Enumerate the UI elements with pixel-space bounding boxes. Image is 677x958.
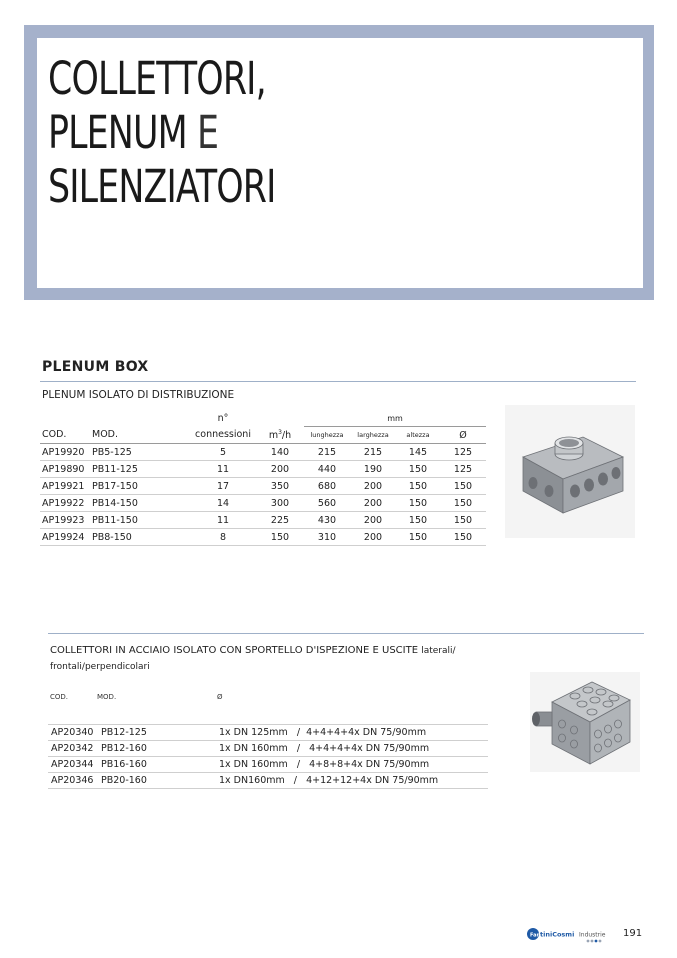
cell-alt: 145 xyxy=(396,444,440,461)
collettore-image xyxy=(530,672,640,772)
cell-mod: PB16-160 xyxy=(98,757,216,773)
cell-flow: 300 xyxy=(256,495,304,512)
cell-conn: 17 xyxy=(190,478,256,495)
cell-cod: AP19920 xyxy=(40,444,90,461)
cell-diam: 150 xyxy=(440,512,486,529)
cell-cod: AP19923 xyxy=(40,512,90,529)
cell-lar: 190 xyxy=(350,461,396,478)
table-row xyxy=(48,773,488,789)
cell-desc: 1x DN 160mm / 4+4+4+4x DN 75/90mm xyxy=(216,741,488,757)
cell-lun: 560 xyxy=(304,495,350,512)
cell-mod: PB14-150 xyxy=(90,495,190,512)
svg-text:Fan: Fan xyxy=(530,932,541,939)
cell-mod: PB5-125 xyxy=(90,444,190,461)
cell-mod: PB11-150 xyxy=(90,512,190,529)
cell-alt: 150 xyxy=(396,478,440,495)
table-row xyxy=(40,478,486,495)
cell-diam: 125 xyxy=(440,444,486,461)
cell-diam: 150 xyxy=(440,529,486,546)
brand-logo xyxy=(526,926,606,946)
header-altezza: altezza xyxy=(396,427,440,444)
cell-alt: 150 xyxy=(396,461,440,478)
collettori-header-cod: COD. xyxy=(50,693,69,701)
cell-desc: 1x DN 125mm / 4+4+4+4x DN 75/90mm xyxy=(216,725,488,741)
table-row xyxy=(48,741,488,757)
cell-diam: 150 xyxy=(440,495,486,512)
cell-mod: PB12-160 xyxy=(98,741,216,757)
table-row xyxy=(40,495,486,512)
table-row xyxy=(48,725,488,741)
header-diameter: Ø xyxy=(440,427,486,444)
header-connections: connessioni xyxy=(190,427,256,444)
cell-lar: 200 xyxy=(350,512,396,529)
cell-conn: 11 xyxy=(190,461,256,478)
collettori-subtitle-suffix: laterali/ frontali/perpendicolari xyxy=(50,646,456,672)
cell-lun: 680 xyxy=(304,478,350,495)
collettori-header-mod: MOD. xyxy=(97,693,117,701)
plenum-subtitle: PLENUM ISOLATO DI DISTRIBUZIONE xyxy=(42,389,235,401)
cell-alt: 150 xyxy=(396,495,440,512)
cell-lun: 215 xyxy=(304,444,350,461)
svg-text:Industrie: Industrie xyxy=(579,931,606,939)
collettori-table xyxy=(48,724,488,789)
cell-lar: 200 xyxy=(350,495,396,512)
section-divider xyxy=(40,381,636,382)
table-row xyxy=(40,461,486,478)
cell-flow: 350 xyxy=(256,478,304,495)
cell-cod: AP20342 xyxy=(48,741,98,757)
title-line-3: SILENZIATORI xyxy=(48,160,276,213)
cell-flow: 140 xyxy=(256,444,304,461)
cell-conn: 5 xyxy=(190,444,256,461)
title-line-2 xyxy=(48,106,275,160)
header-cod: COD. xyxy=(40,427,90,444)
cell-conn: 8 xyxy=(190,529,256,546)
title-line-1: COLLETTORI, xyxy=(48,52,266,105)
plenum-box-image xyxy=(505,405,635,538)
cell-lun: 310 xyxy=(304,529,350,546)
cell-lun: 430 xyxy=(304,512,350,529)
table-row xyxy=(40,529,486,546)
cell-cod: AP20346 xyxy=(48,773,98,789)
cell-cod: AP20344 xyxy=(48,757,98,773)
cell-cod: AP19922 xyxy=(40,495,90,512)
header-mod: MOD. xyxy=(90,427,190,444)
title-line-2-bold: PLENUM xyxy=(48,106,187,159)
cell-mod: PB11-125 xyxy=(90,461,190,478)
title-panel xyxy=(37,38,643,288)
header-connections-top: n° xyxy=(217,412,229,424)
cell-conn: 14 xyxy=(190,495,256,512)
cell-lun: 440 xyxy=(304,461,350,478)
plenum-section-title: PLENUM BOX xyxy=(42,359,149,375)
cell-mod: PB8-150 xyxy=(90,529,190,546)
plenum-table xyxy=(40,410,486,546)
header-flow: $m^3/h$ xyxy=(256,427,304,444)
table-row xyxy=(48,757,488,773)
cell-desc: 1x DN160mm / 4+12+12+4x DN 75/90mm xyxy=(216,773,488,789)
cell-conn: 11 xyxy=(190,512,256,529)
cell-mod: PB20-160 xyxy=(98,773,216,789)
cell-flow: 225 xyxy=(256,512,304,529)
title-line-2-light: E xyxy=(186,106,219,159)
svg-text:tiniCosmi: tiniCosmi xyxy=(540,930,575,939)
cell-flow: 150 xyxy=(256,529,304,546)
page-number: 191 xyxy=(623,928,643,939)
cell-cod: AP19921 xyxy=(40,478,90,495)
cell-mod: PB17-150 xyxy=(90,478,190,495)
collettori-subtitle: COLLETTORI IN ACCIAIO ISOLATO CON SPORTELLO D'ISPEZIONE E USCITE laterali/ frontali/perpendicolari xyxy=(50,645,456,672)
header-lunghezza: lunghezza xyxy=(304,427,350,444)
table-row xyxy=(40,444,486,461)
header-larghezza: larghezza xyxy=(350,427,396,444)
cell-cod: AP20340 xyxy=(48,725,98,741)
table-row xyxy=(40,512,486,529)
cell-cod: AP19890 xyxy=(40,461,90,478)
cell-mod: PB12-125 xyxy=(98,725,216,741)
cell-diam: 125 xyxy=(440,461,486,478)
header-mm: mm xyxy=(304,410,486,427)
title-frame xyxy=(24,25,654,300)
cell-lar: 215 xyxy=(350,444,396,461)
cell-flow: 200 xyxy=(256,461,304,478)
cell-desc: 1x DN 160mm / 4+8+8+4x DN 75/90mm xyxy=(216,757,488,773)
cell-lar: 200 xyxy=(350,529,396,546)
cell-lar: 200 xyxy=(350,478,396,495)
cell-cod: AP19924 xyxy=(40,529,90,546)
section-divider xyxy=(48,633,644,634)
collettori-header-diam: Ø xyxy=(217,693,223,701)
cell-alt: 150 xyxy=(396,512,440,529)
page-title xyxy=(48,52,275,214)
cell-diam: 150 xyxy=(440,478,486,495)
cell-alt: 150 xyxy=(396,529,440,546)
